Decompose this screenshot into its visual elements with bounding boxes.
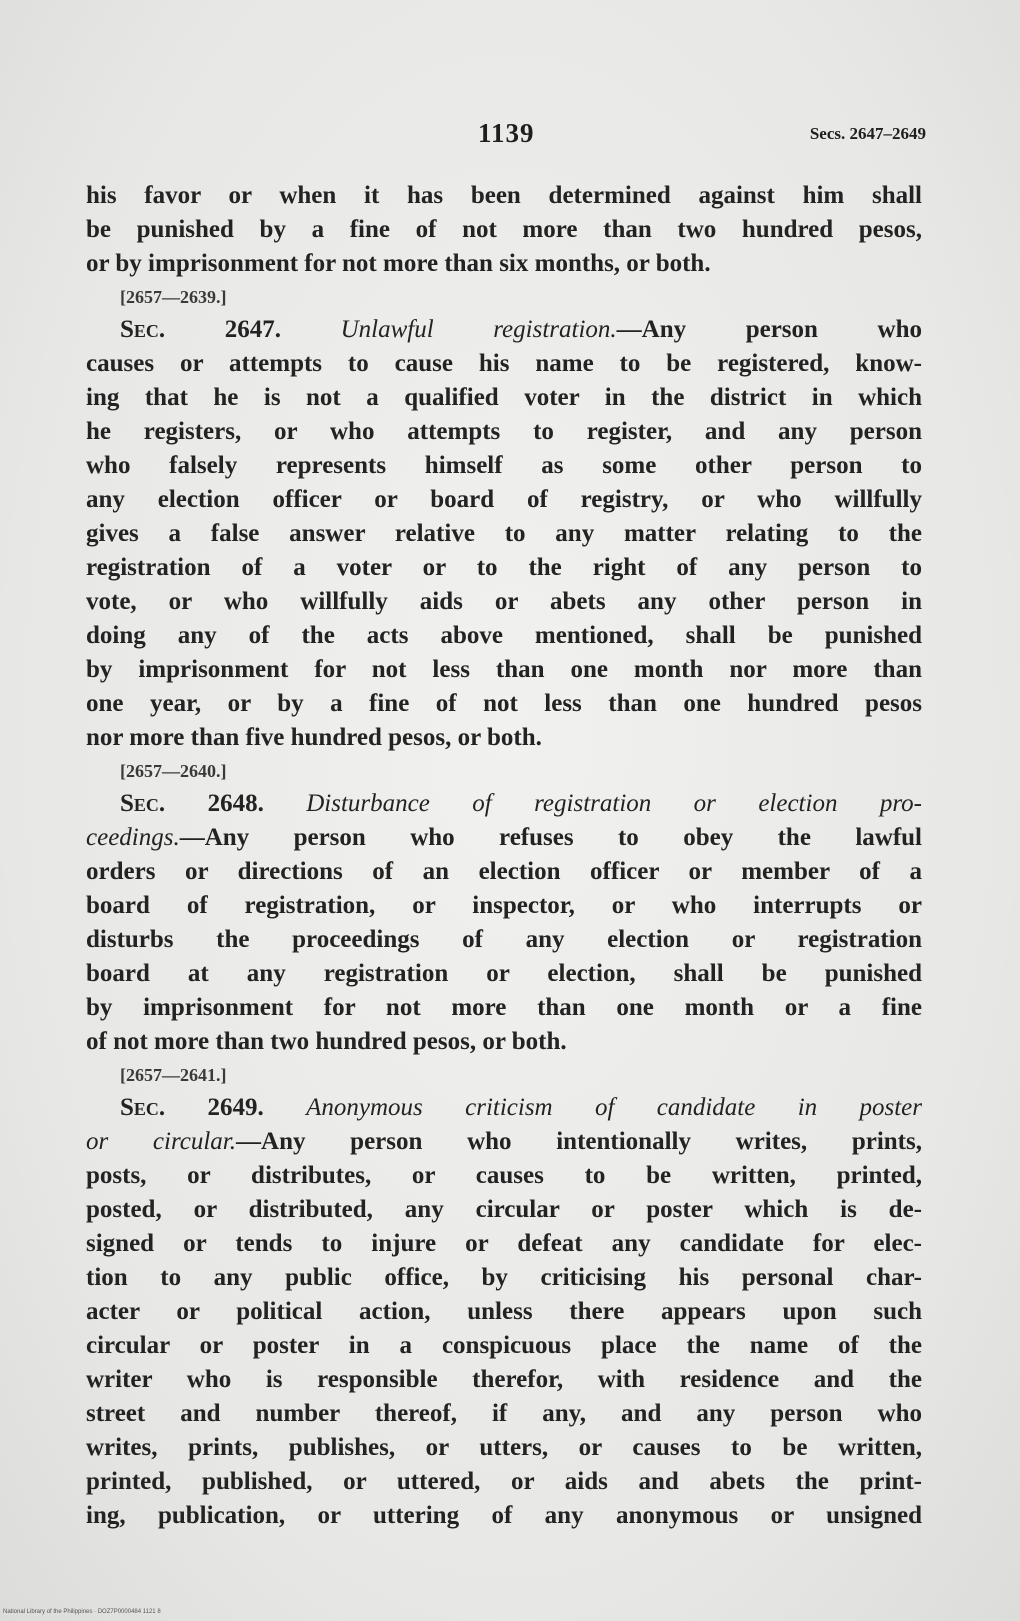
section-2648-heading: [86, 787, 922, 821]
text-line: writer who is responsible therefor, with residence and the: [86, 1366, 922, 1393]
text-line: doing any of the acts above mentioned, shall be punished: [86, 622, 922, 649]
text-line: registration of a voter or to the right of any person to: [86, 554, 922, 581]
text-line: by imprisonment for not more than one month or a fine: [86, 994, 922, 1021]
section-title-continued: ceedings.: [86, 824, 180, 851]
section-2649-heading: [86, 1091, 922, 1125]
text-line: street and number thereof, if any, and any person who: [86, 1400, 922, 1427]
text-line: tion to any public office, by criticising his personal char-: [86, 1264, 922, 1291]
text-line: disturbs the proceedings of any election or registration: [86, 926, 922, 953]
text-line: any election officer or board of registry, or who willfully: [86, 486, 922, 513]
page-header: [80, 118, 926, 158]
section-label: Sec. 2648.: [120, 790, 264, 817]
section-title: Anonymous criticism of candidate in poster: [306, 1094, 922, 1121]
section-label: Sec. 2647.: [120, 316, 281, 343]
text-line: posted, or distributed, any circular or poster which is de-: [86, 1196, 922, 1223]
text-line: nor more than five hundred pesos, or both.: [86, 724, 542, 751]
page-body: [86, 179, 922, 1533]
citation: [2657—2640.]: [120, 761, 227, 781]
text-line: his favor or when it has been determined against him shall: [86, 182, 922, 209]
scan-footer: National Library of the Philippines · DOZ7P0000484 1121 8: [3, 1609, 161, 1615]
text-line: orders or directions of an election officer or member of a: [86, 858, 922, 885]
text-line: [86, 1125, 922, 1159]
text-line: of not more than two hundred pesos, or both.: [86, 1028, 567, 1055]
text-line: who falsely represents himself as some other person to: [86, 452, 922, 479]
text-fragment: —Any person who: [616, 316, 922, 343]
text-line: by imprisonment for not less than one month nor more than: [86, 656, 922, 683]
text-line: he registers, or who attempts to register, and any person: [86, 418, 922, 445]
section-2647-heading: [86, 313, 922, 347]
text-line: signed or tends to injure or defeat any candidate for elec-: [86, 1230, 922, 1257]
text-line: printed, published, or uttered, or aids and abets the print-: [86, 1468, 922, 1495]
section-title-continued: or circular.: [86, 1128, 237, 1155]
text-line: writes, prints, publishes, or utters, or causes to be written,: [86, 1434, 922, 1461]
section-label: Sec. 2649.: [120, 1094, 264, 1121]
text-line: be punished by a fine of not more than two hundred pesos,: [86, 216, 922, 243]
text-line: causes or attempts to cause his name to be registered, know-: [86, 350, 922, 377]
section-title: Disturbance of registration or election pro-: [306, 790, 922, 817]
section-title: Unlawful registration.: [340, 316, 617, 343]
text-line: posts, or distributes, or causes to be written, printed,: [86, 1162, 922, 1189]
page-number: 1139: [478, 118, 535, 148]
citation: [2657—2641.]: [120, 1065, 227, 1085]
text-fragment: —Any person who refuses to obey the lawful: [179, 824, 922, 851]
text-line: acter or political action, unless there appears upon such: [86, 1298, 922, 1325]
text-line: vote, or who willfully aids or abets any other person in: [86, 588, 922, 615]
sections-reference: Secs. 2647–2649: [809, 124, 926, 143]
text-fragment: —Any person who intentionally writes, prints,: [236, 1128, 922, 1155]
text-line: board at any registration or election, shall be punished: [86, 960, 922, 987]
text-line: [86, 821, 922, 855]
text-line: ing, publication, or uttering of any anonymous or unsigned: [86, 1502, 922, 1529]
text-line: or by imprisonment for not more than six months, or both.: [86, 250, 711, 277]
text-line: circular or poster in a conspicuous place the name of the: [86, 1332, 922, 1359]
text-line: board of registration, or inspector, or who interrupts or: [86, 892, 922, 919]
citation: [2657—2639.]: [120, 287, 227, 307]
text-line: one year, or by a fine of not less than one hundred pesos: [86, 690, 922, 717]
text-line: gives a false answer relative to any matter relating to the: [86, 520, 922, 547]
text-line: ing that he is not a qualified voter in the district in which: [86, 384, 922, 411]
